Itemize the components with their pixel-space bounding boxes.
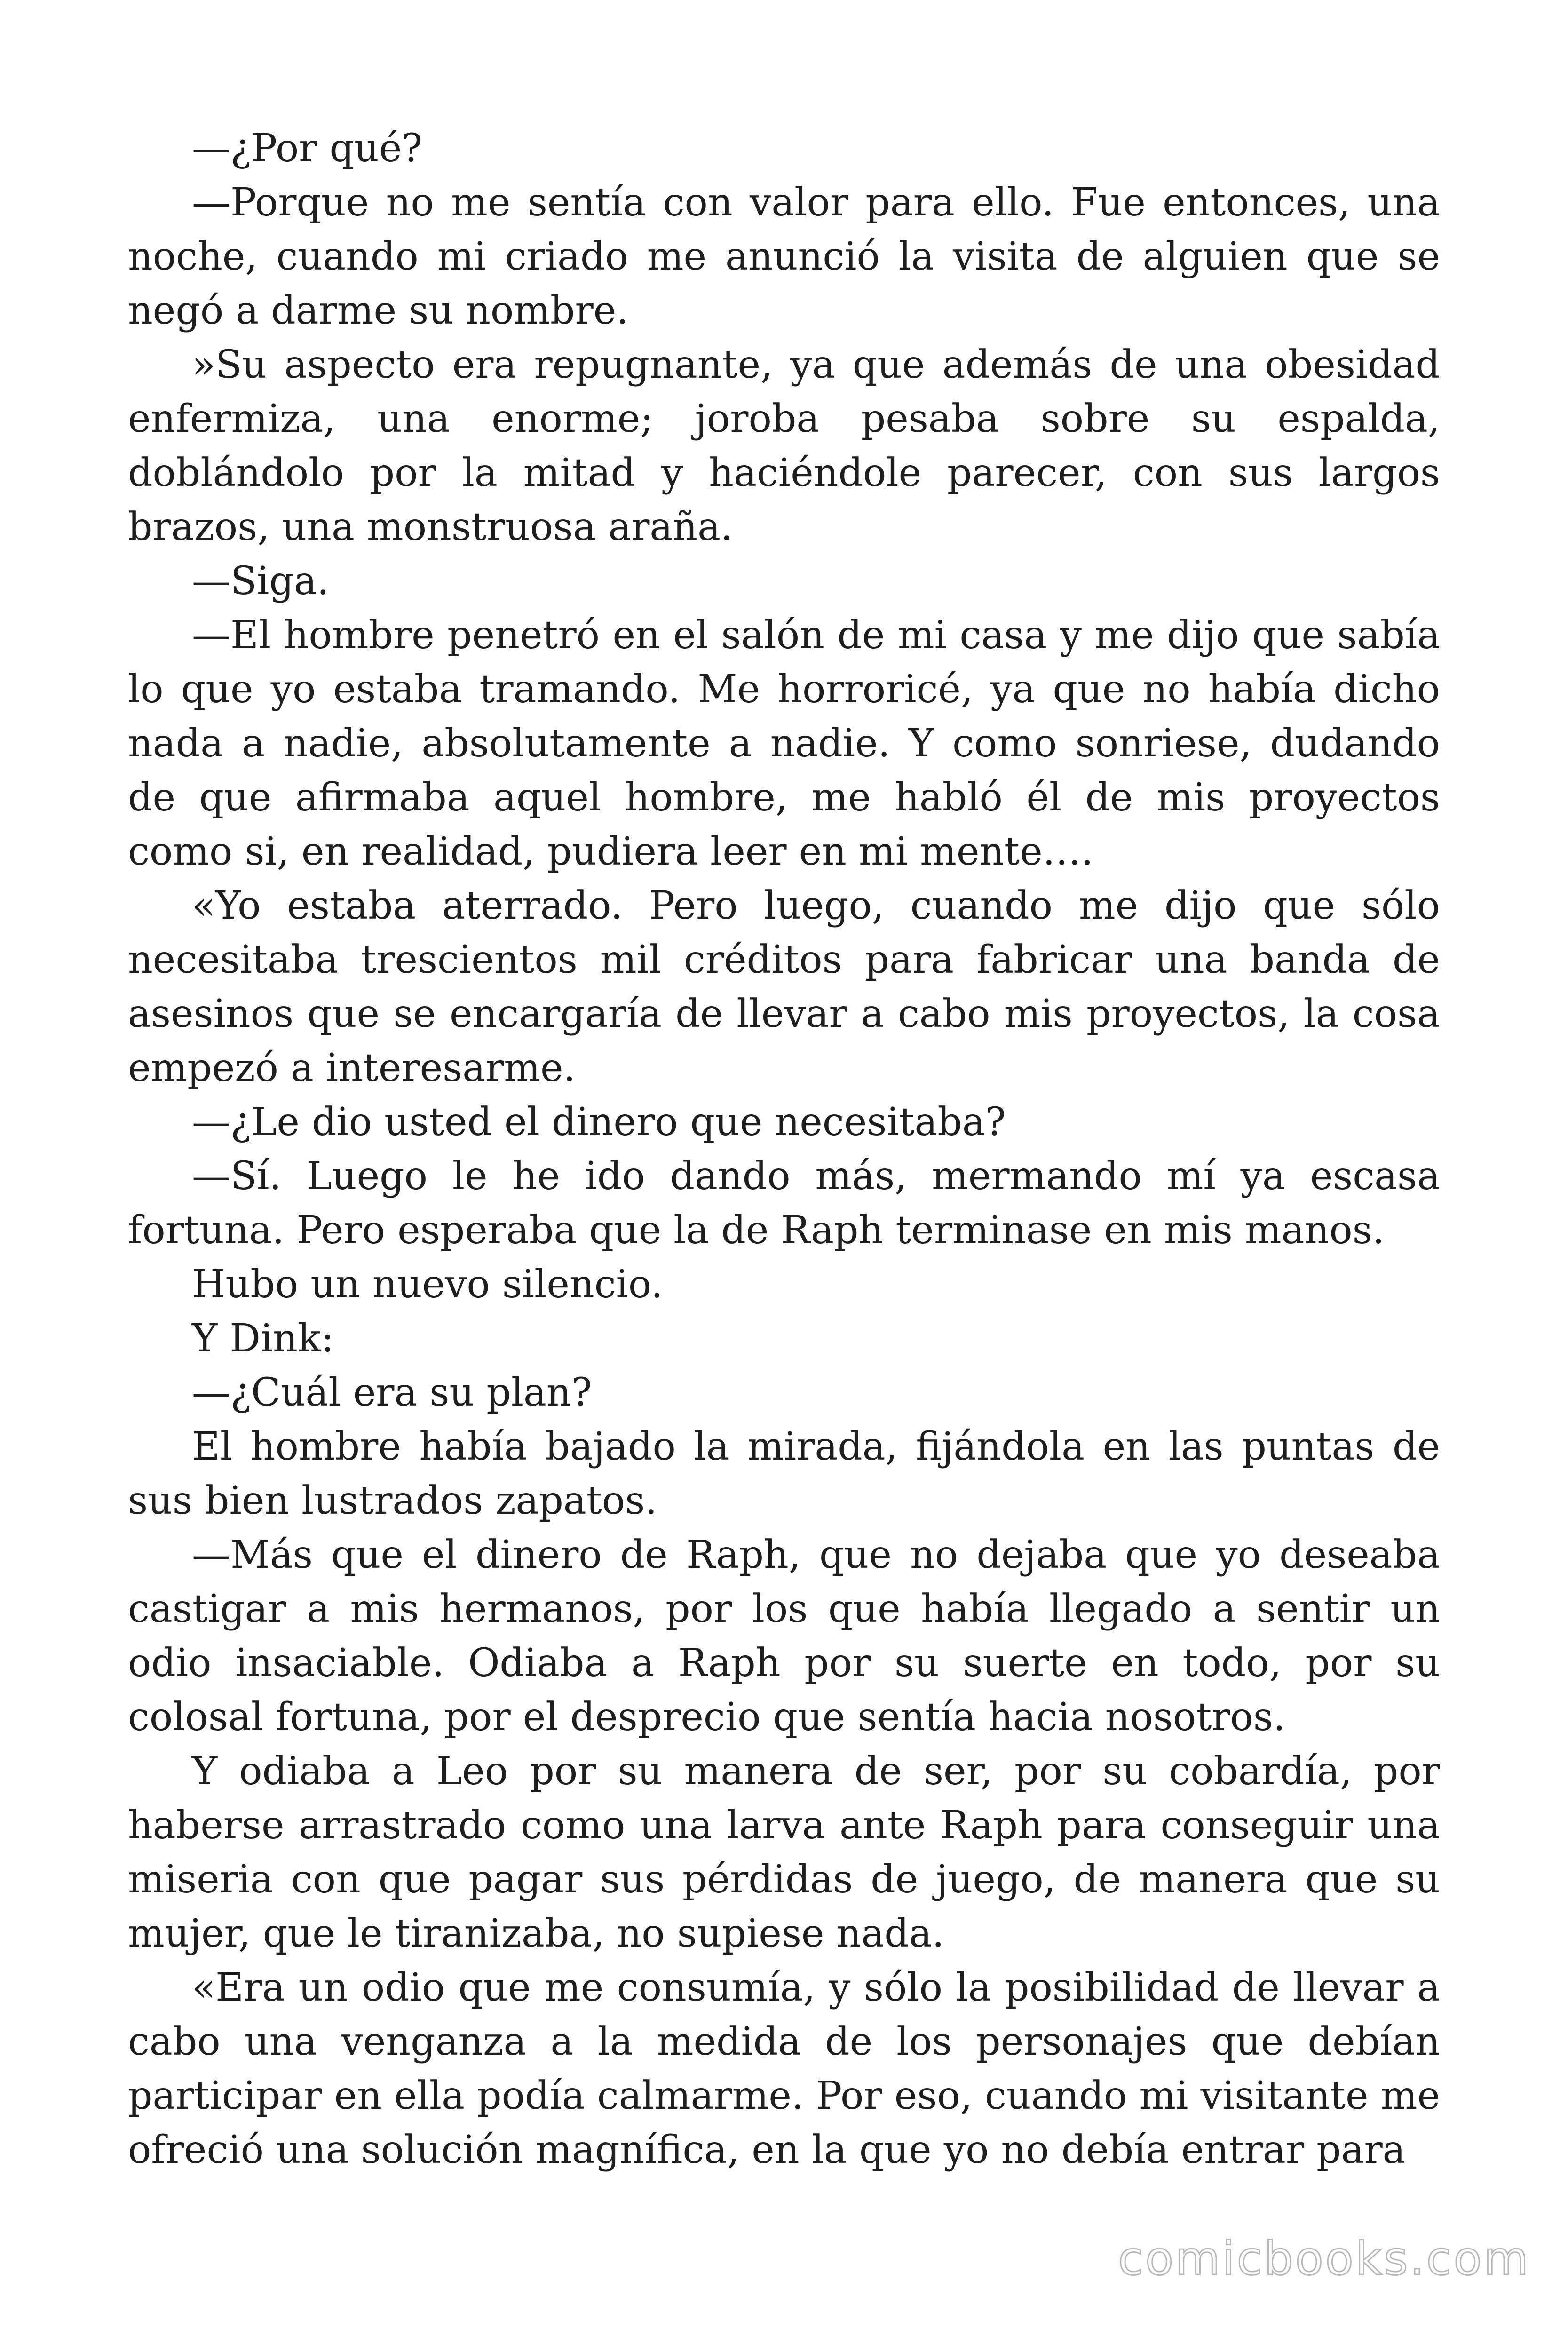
paragraph-12: El hombre había bajado la mirada, fijándola en las puntas de sus bien lustrados zapatos. [128, 1424, 1440, 1523]
paragraph-5: —El hombre penetró en el salón de mi casa y me dijo que sabía lo que yo estaba tramando. Me horroricé, ya que no había dicho nada a nadie, absolutamente a nadie. Y como sonriese, dudando de que afirmaba aquel hombre, me habló él de mis proyectos como si, en realidad, pudiera leer en mi mente…. [128, 613, 1440, 874]
paragraph-13: —Más que el dinero de Raph, que no dejaba que yo deseaba castigar a mis hermanos, por los que había llegado a sentir un odio insaciable. Odiaba a Raph por su suerte en todo, por su colosal fortuna, por el desprecio que sentía hacia nosotros. [128, 1533, 1440, 1740]
paragraph-14: Y odiaba a Leo por su manera de ser, por su cobardía, por haberse arrastrado como una larva ante Raph para conseguir una miseria con que pagar sus pérdidas de juego, de manera que su mujer, que le tiranizaba, no supiese nada. [128, 1749, 1440, 1956]
paragraph-11: —¿Cuál era su plan? [192, 1370, 592, 1415]
paragraph-15: «Era un odio que me consumía, y sólo la posibilidad de llevar a cabo una venganza a la medida de los personajes que debían participar en ella podía calmarme. Por eso, cuando mi visitante me ofreció una solución magnífica, en la que yo no debía entrar para [128, 1965, 1440, 2172]
page-text [128, 121, 1440, 2177]
paragraph-3: »Su aspecto era repugnante, ya que además de una obesidad enfermiza, una enorme; joroba pesaba sobre su espalda, doblándolo por la mitad y haciéndole parecer, con sus largos brazos, una monstruosa araña. [128, 342, 1440, 549]
paragraph-1: —¿Por qué? [192, 126, 423, 171]
paragraph-8: —Sí. Luego le he ido dando más, mermando mí ya escasa fortuna. Pero esperaba que la de Raph terminase en mis manos. [128, 1154, 1440, 1253]
paragraph-4: —Siga. [192, 559, 329, 604]
paragraph-9: Hubo un nuevo silencio. [192, 1262, 663, 1307]
paragraph-6: «Yo estaba aterrado. Pero luego, cuando me dijo que sólo necesitaba trescientos mil créditos para fabricar una banda de asesinos que se encargaría de llevar a cabo mis proyectos, la cosa empezó a interesarme. [128, 883, 1440, 1090]
watermark: comicbooks.com [1118, 2232, 1530, 2286]
paragraph-7: —¿Le dio usted el dinero que necesitaba? [192, 1100, 1006, 1144]
paragraph-10: Y Dink: [192, 1316, 334, 1361]
paragraph-2: —Porque no me sentía con valor para ello. Fue entonces, una noche, cuando mi criado me anunció la visita de alguien que se negó a darme su nombre. [128, 180, 1440, 333]
